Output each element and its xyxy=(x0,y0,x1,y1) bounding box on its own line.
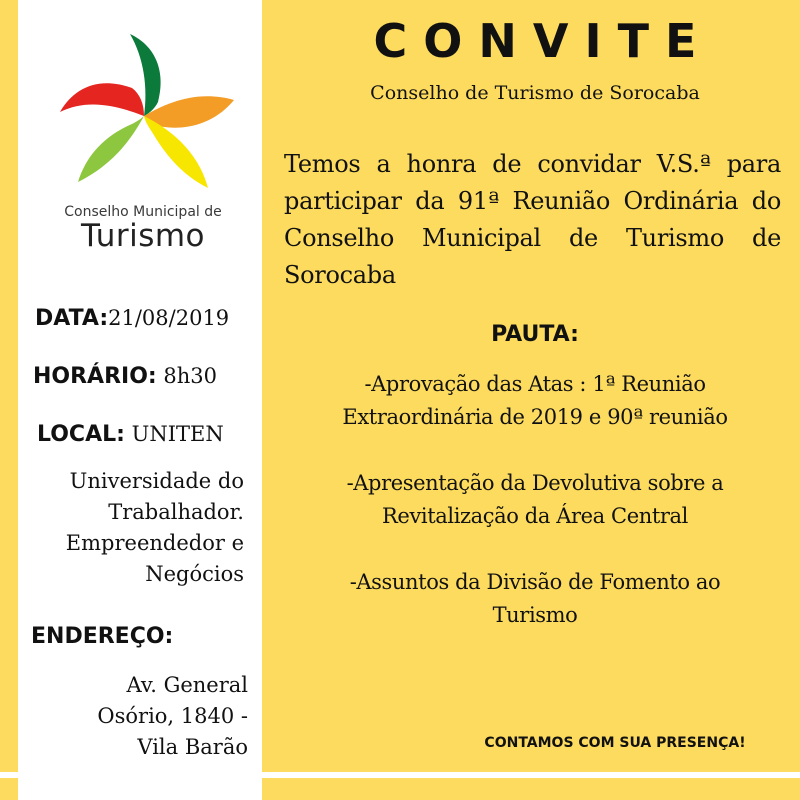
location-desc-line: Trabalhador. xyxy=(108,500,244,524)
bottom-strip xyxy=(0,772,800,778)
time-value: 8h30 xyxy=(163,364,218,388)
agenda-item xyxy=(270,467,800,533)
logo-text-main: Turismo xyxy=(80,218,206,254)
closing-message: CONTAMOS COM SUA PRESENÇA! xyxy=(484,735,746,751)
date-label: DATA: xyxy=(35,306,109,331)
council-logo xyxy=(38,28,248,268)
agenda-item-line: Revitalização da Área Central xyxy=(382,504,688,528)
location-description xyxy=(66,466,244,590)
location-value: UNITEN xyxy=(131,422,224,446)
agenda-item xyxy=(270,566,800,632)
agenda-title: PAUTA: xyxy=(491,322,579,347)
address-label: ENDEREÇO: xyxy=(31,624,174,649)
address-line: Vila Barão xyxy=(137,735,248,759)
address-line: Av. General xyxy=(126,673,248,697)
agenda-item-line: Turismo xyxy=(492,603,578,627)
invitation-text: Temos a honra de convidar V.S.ª para participar da 91ª Reunião Ordinária do Conselho Municipal de Turismo de Sorocaba xyxy=(284,150,781,289)
agenda-item-line: -Apresentação da Devolutiva sobre a xyxy=(346,471,724,495)
address-line: Osório, 1840 - xyxy=(97,704,248,728)
page-subtitle: Conselho de Turismo de Sorocaba xyxy=(370,82,700,104)
date-value: 21/08/2019 xyxy=(108,306,230,330)
location-desc-line: Negócios xyxy=(145,562,244,586)
page-title: CONVITE xyxy=(373,14,713,68)
time-row xyxy=(33,364,217,389)
location-row xyxy=(37,422,224,447)
location-desc-line: Universidade do xyxy=(69,469,244,493)
address-text xyxy=(97,670,248,763)
logo-text-top: Conselho Municipal de xyxy=(64,204,222,220)
agenda-item-line: -Assuntos da Divisão de Fomento ao xyxy=(349,570,721,594)
time-label: HORÁRIO: xyxy=(33,364,157,389)
agenda-item-line: Extraordinária de 2019 e 90ª reunião xyxy=(342,405,728,429)
location-label: LOCAL: xyxy=(37,422,125,447)
pinwheel-logo-icon xyxy=(48,28,238,203)
agenda-list xyxy=(270,368,800,665)
agenda-item xyxy=(270,368,800,434)
date-row xyxy=(35,306,229,331)
location-desc-line: Empreendedor e xyxy=(65,531,244,555)
agenda-item-line: -Aprovação das Atas : 1ª Reunião xyxy=(364,372,706,396)
address-row xyxy=(31,624,173,649)
